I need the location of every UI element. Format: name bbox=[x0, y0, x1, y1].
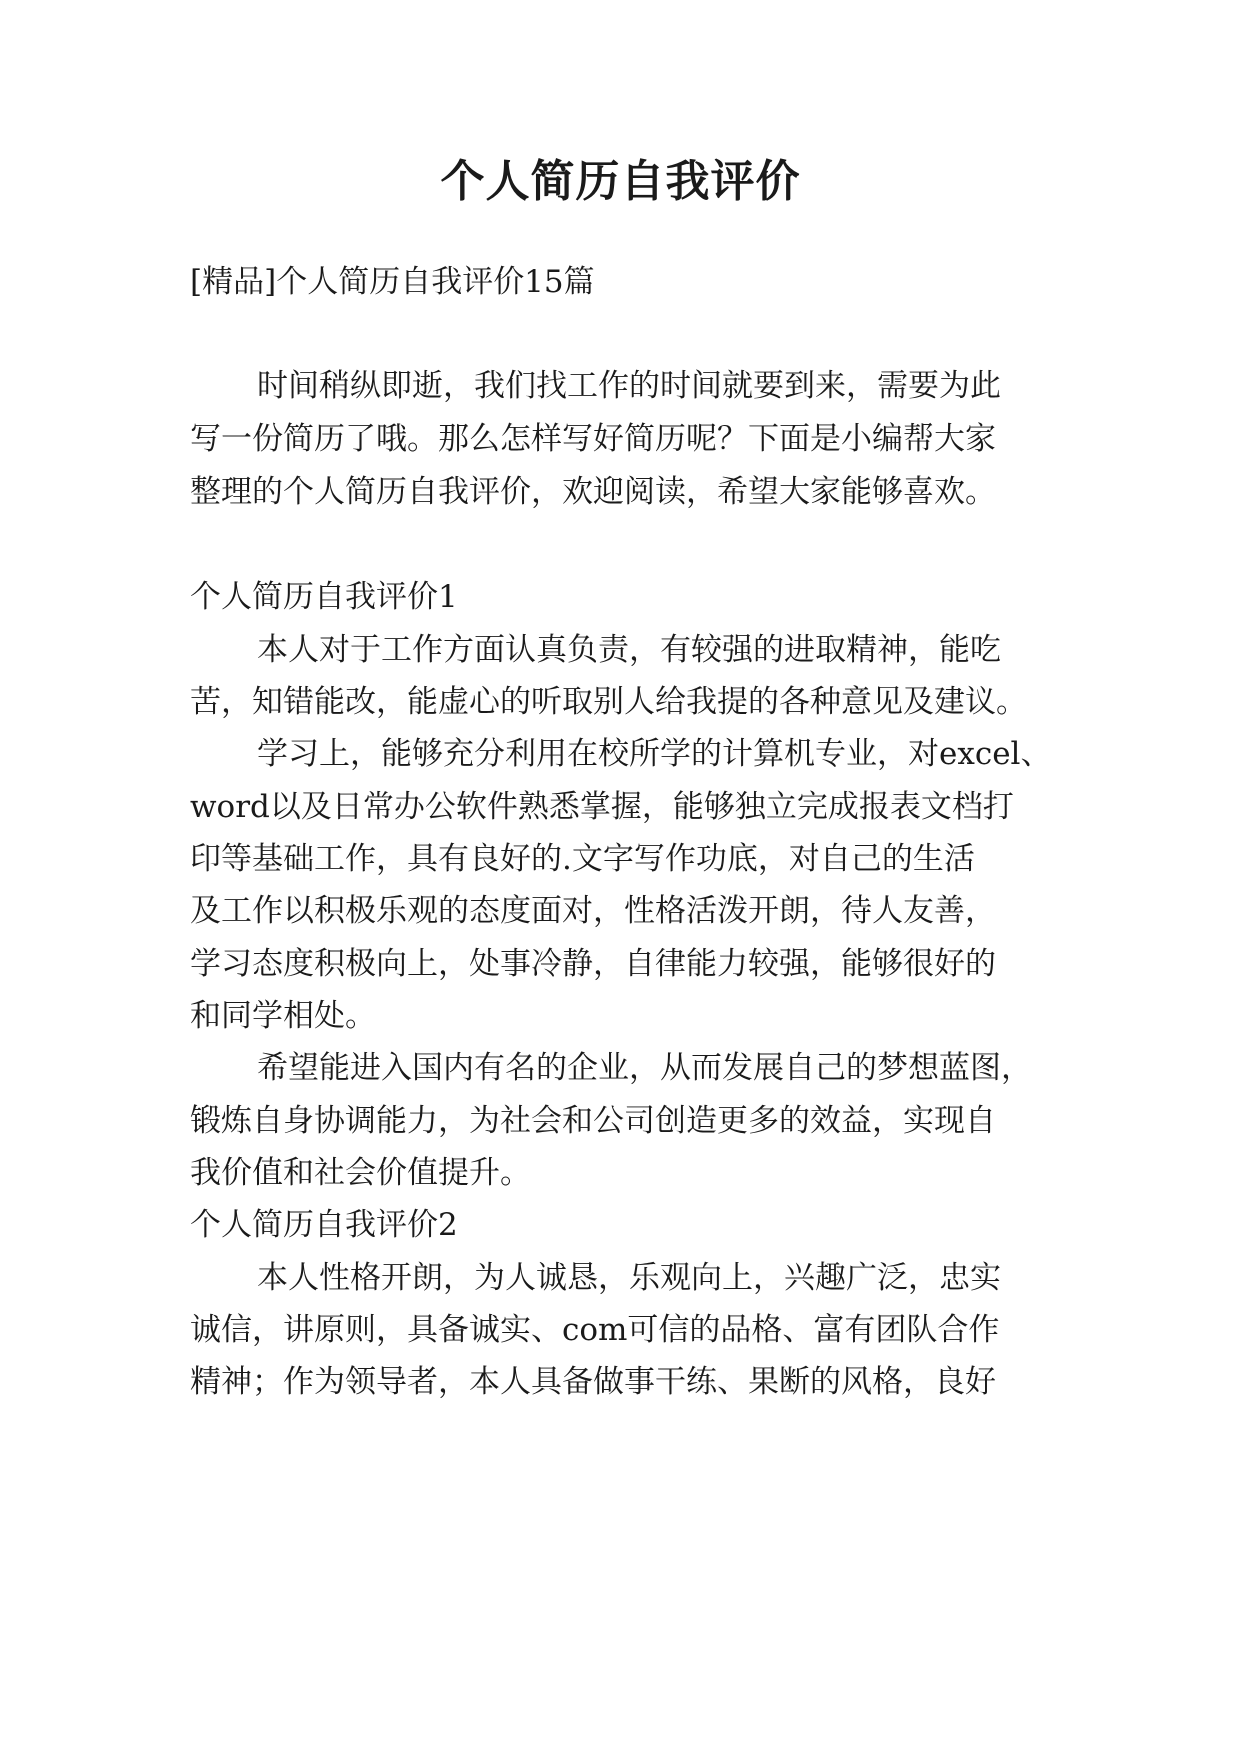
section1-line-5: 印等基础工作，具有良好的.文字写作功底，对自己的生活 bbox=[190, 841, 975, 877]
document-title: 个人简历自我评价 bbox=[440, 156, 801, 207]
section1-line-7: 学习态度积极向上，处事冷静，自律能力较强，能够很好的 bbox=[190, 946, 996, 982]
section1-line-10: 锻炼自身协调能力，为社会和公司创造更多的效益，实现自 bbox=[190, 1103, 996, 1139]
section2-heading: 个人简历自我评价2 bbox=[190, 1207, 458, 1243]
section1-line-9: 希望能进入国内有名的企业，从而发展自己的梦想蓝图， bbox=[257, 1050, 1032, 1086]
section2-line-3: 精神；作为领导者，本人具备做事干练、果断的风格，良好 bbox=[190, 1364, 996, 1400]
section1-line-2: 苦，知错能改，能虚心的听取别人给我提的各种意见及建议。 bbox=[190, 684, 1027, 720]
section1-line-6: 及工作以积极乐观的态度面对，性格活泼开朗，待人友善， bbox=[190, 893, 996, 929]
section2-line-2: 诚信，讲原则，具备诚实、com可信的品格、富有团队合作 bbox=[190, 1312, 1000, 1348]
section1-line-8: 和同学相处。 bbox=[190, 998, 376, 1034]
section1-line-3: 学习上，能够充分利用在校所学的计算机专业，对excel、 bbox=[257, 736, 1052, 772]
section1-heading: 个人简历自我评价1 bbox=[190, 579, 458, 615]
intro-line-1: 时间稍纵即逝，我们找工作的时间就要到来，需要为此 bbox=[257, 368, 1001, 404]
document-subtitle: [精品]个人简历自我评价15篇 bbox=[190, 264, 595, 300]
section2-line-1: 本人性格开朗，为人诚恳，乐观向上，兴趣广泛，忠实 bbox=[257, 1260, 1001, 1296]
section1-line-11: 我价值和社会价值提升。 bbox=[190, 1155, 531, 1191]
intro-line-2: 写一份简历了哦。那么怎样写好简历呢？下面是小编帮大家 bbox=[190, 421, 996, 457]
section1-line-4: word以及日常办公软件熟悉掌握，能够独立完成报表文档打 bbox=[190, 789, 1014, 825]
intro-line-3: 整理的个人简历自我评价，欢迎阅读，希望大家能够喜欢。 bbox=[190, 474, 996, 510]
section1-line-1: 本人对于工作方面认真负责，有较强的进取精神，能吃 bbox=[257, 632, 1001, 668]
